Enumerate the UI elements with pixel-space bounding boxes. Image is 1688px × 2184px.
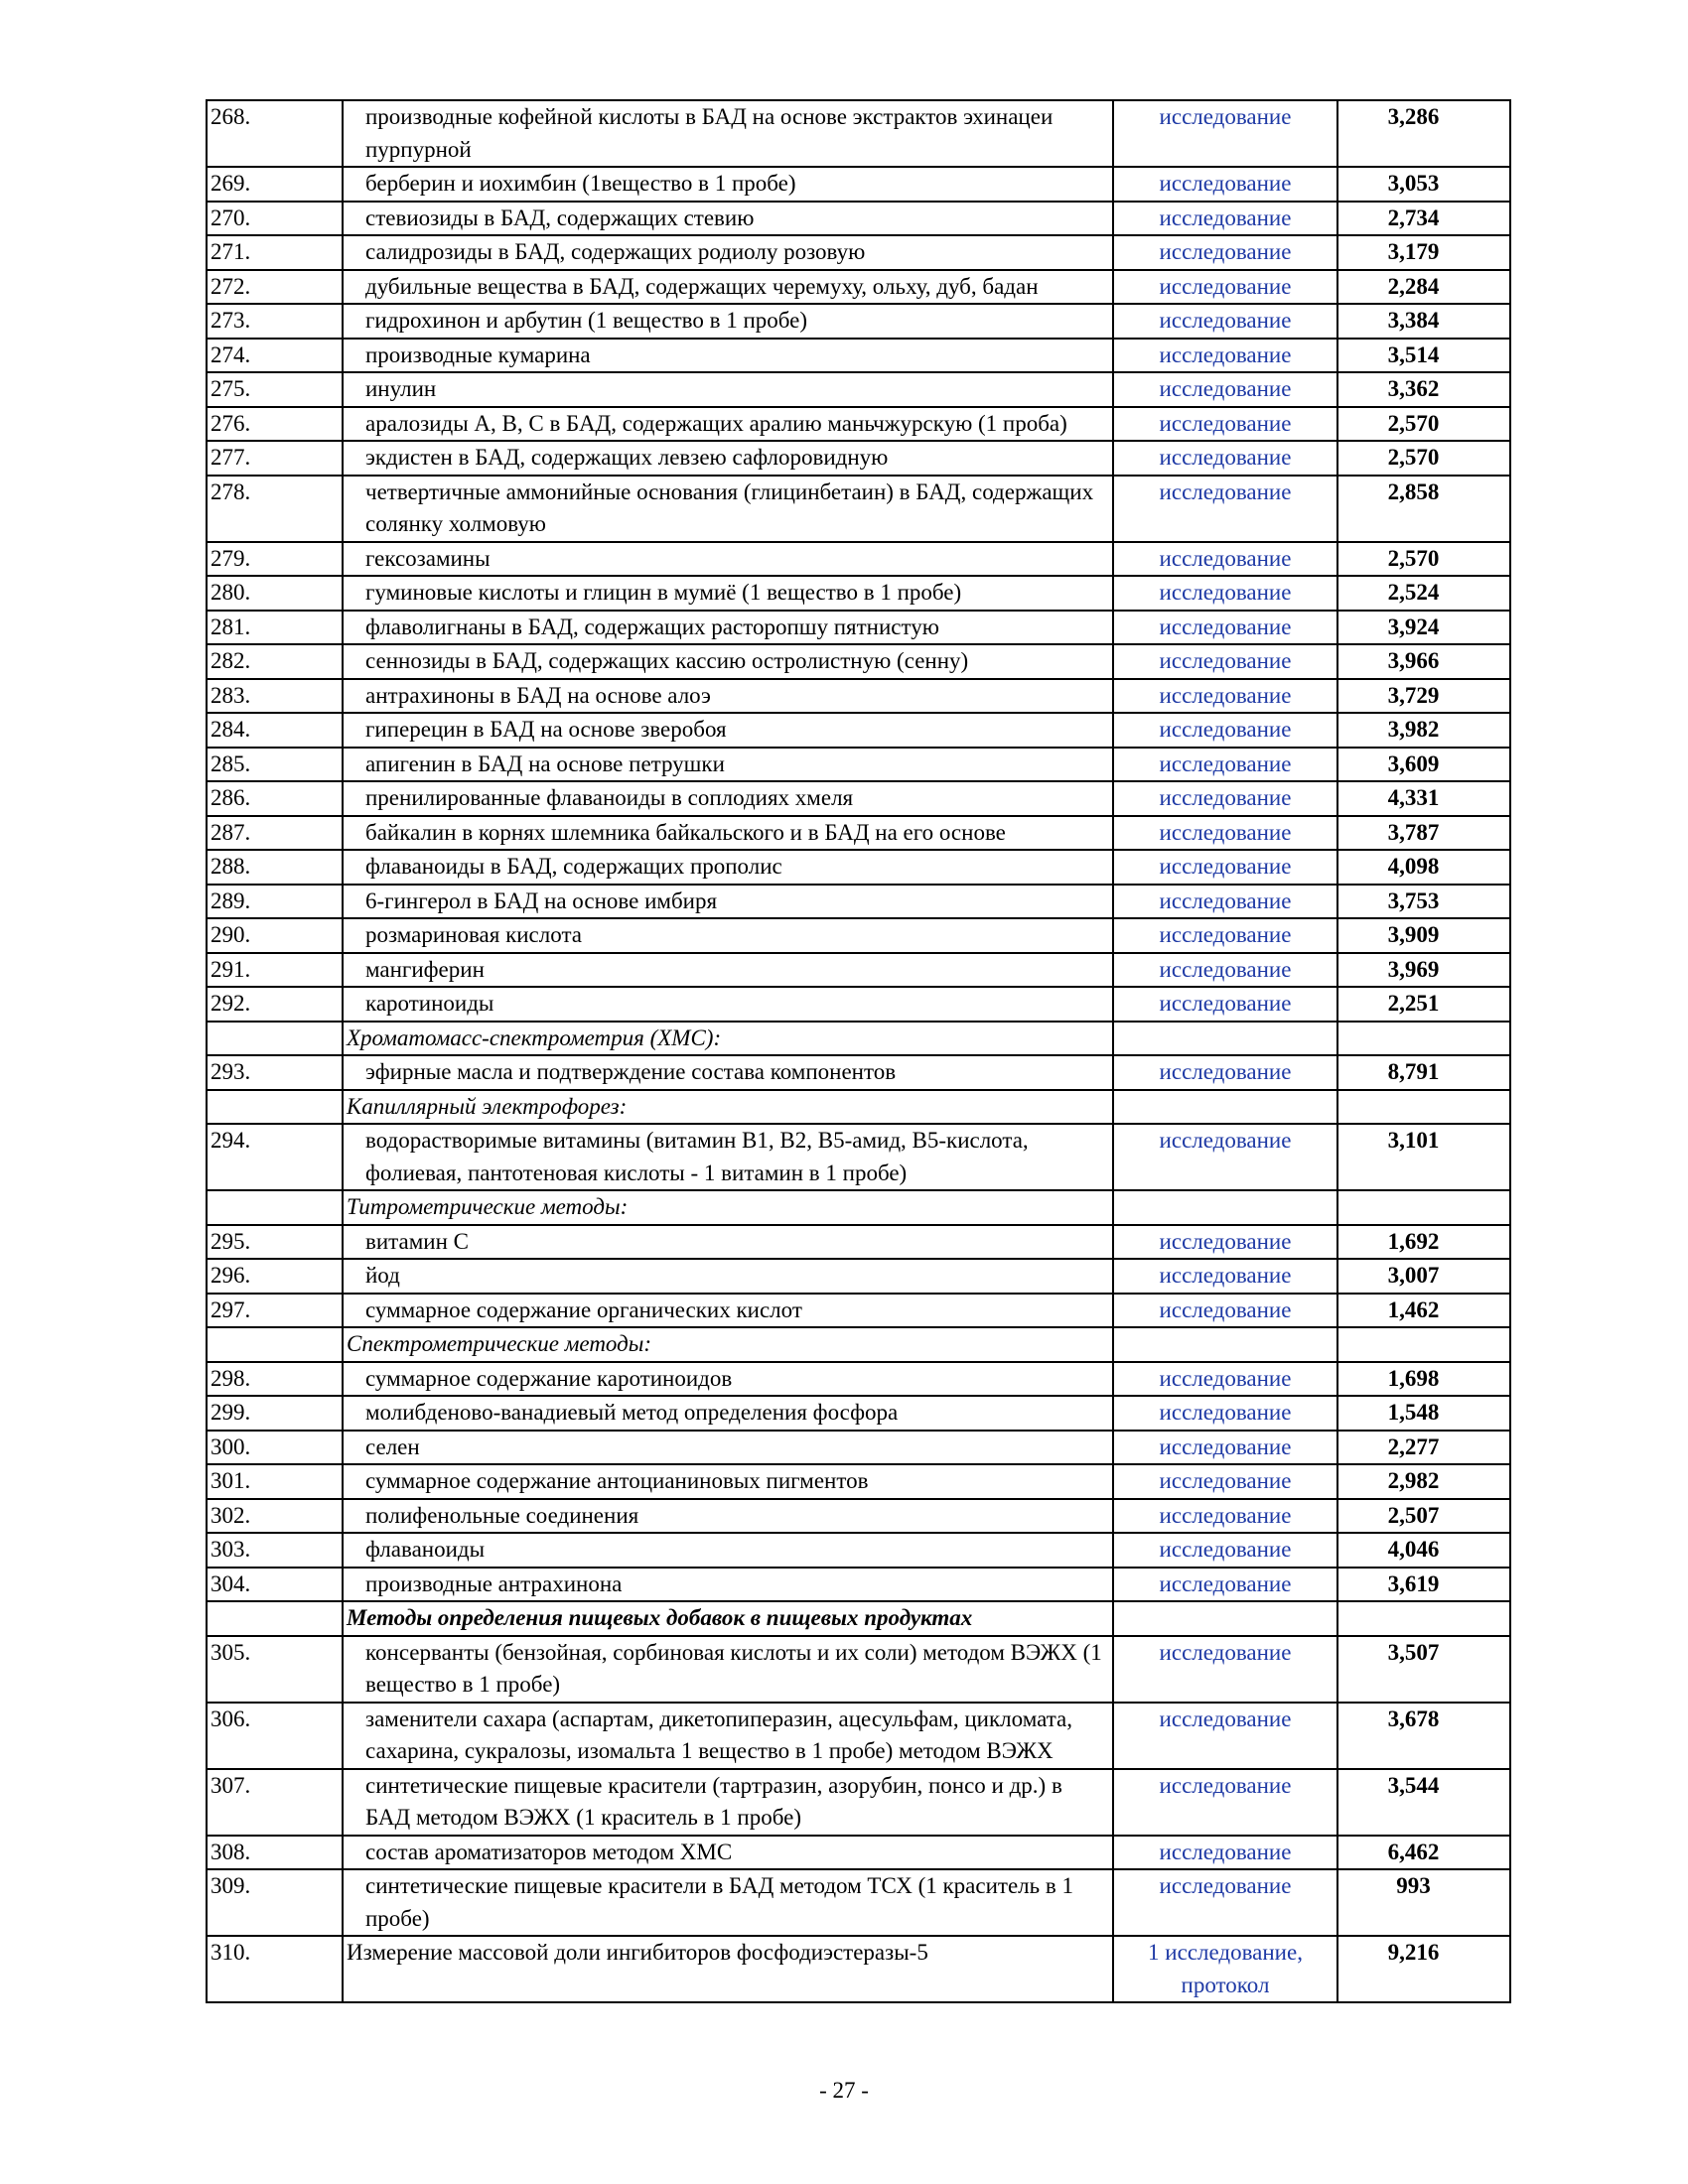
row-name: сеннозиды в БАД, содержащих кассию остролистную (сенну): [343, 644, 1113, 679]
row-unit: исследование: [1113, 270, 1337, 305]
row-number: 277.: [207, 441, 343, 476]
row-price: 3,678: [1337, 1703, 1510, 1769]
table-row: [207, 918, 1510, 953]
row-number: 300.: [207, 1431, 343, 1465]
row-name: витамин С: [343, 1225, 1113, 1260]
row-number: 268.: [207, 100, 343, 167]
row-name: суммарное содержание каротиноидов: [343, 1362, 1113, 1397]
row-number: 297.: [207, 1294, 343, 1328]
table-row: [207, 748, 1510, 782]
row-name: мангиферин: [343, 953, 1113, 988]
row-number: 308.: [207, 1836, 343, 1870]
table-row: [207, 1499, 1510, 1534]
row-name: берберин и иохимбин (1вещество в 1 пробе): [343, 167, 1113, 202]
row-unit: исследование: [1113, 372, 1337, 407]
row-name: экдистен в БАД, содержащих левзею сафлоровидную: [343, 441, 1113, 476]
table-row: [207, 850, 1510, 885]
row-name: гидрохинон и арбутин (1 вещество в 1 пробе): [343, 304, 1113, 339]
row-unit: исследование: [1113, 1636, 1337, 1703]
row-unit: исследование: [1113, 781, 1337, 816]
table-row: [207, 1124, 1510, 1190]
row-number: 287.: [207, 816, 343, 851]
row-number: 304.: [207, 1568, 343, 1602]
row-name: синтетические пищевые красители в БАД методом ТСХ (1 краситель в 1 пробе): [343, 1869, 1113, 1936]
row-name: салидрозиды в БАД, содержащих родиолу розовую: [343, 235, 1113, 270]
row-price: 3,729: [1337, 679, 1510, 714]
table-row: [207, 235, 1510, 270]
table-row: [207, 1769, 1510, 1836]
row-number: 310.: [207, 1936, 343, 2002]
row-unit: исследование: [1113, 1869, 1337, 1936]
row-number: 298.: [207, 1362, 343, 1397]
section-row: [207, 1601, 1510, 1636]
row-number: 294.: [207, 1124, 343, 1190]
row-price: 3,787: [1337, 816, 1510, 851]
row-price: 3,544: [1337, 1769, 1510, 1836]
row-price: 3,982: [1337, 713, 1510, 748]
row-unit: исследование: [1113, 476, 1337, 542]
row-name: байкалин в корнях шлемника байкальского и в БАД на его основе: [343, 816, 1113, 851]
row-price: 2,507: [1337, 1499, 1510, 1534]
row-unit: [1113, 1601, 1337, 1636]
row-price: [1337, 1190, 1510, 1225]
row-unit: [1113, 1022, 1337, 1056]
row-number: [207, 1022, 343, 1056]
row-price: 3,384: [1337, 304, 1510, 339]
row-name: производные кумарина: [343, 339, 1113, 373]
row-price: 3,179: [1337, 235, 1510, 270]
row-name: 6-гингерол в БАД на основе имбиря: [343, 885, 1113, 919]
row-price: 2,982: [1337, 1464, 1510, 1499]
row-unit: исследование: [1113, 644, 1337, 679]
row-unit: исследование: [1113, 576, 1337, 611]
row-number: [207, 1327, 343, 1362]
row-number: 284.: [207, 713, 343, 748]
table-row: [207, 270, 1510, 305]
table-row: [207, 885, 1510, 919]
row-number: 279.: [207, 542, 343, 577]
row-name: Измерение массовой доли ингибиторов фосфодиэстеразы-5: [343, 1936, 1113, 2002]
row-price: 3,609: [1337, 748, 1510, 782]
row-name: молибденово-ванадиевый метод определения фосфора: [343, 1396, 1113, 1431]
row-unit: исследование: [1113, 1533, 1337, 1568]
table-row: [207, 1636, 1510, 1703]
table-row: [207, 1464, 1510, 1499]
row-name: гиперецин в БАД на основе зверобоя: [343, 713, 1113, 748]
row-name: консерванты (бензойная, сорбиновая кислоты и их соли) методом ВЭЖХ (1 вещество в 1 пробе): [343, 1636, 1113, 1703]
row-name: полифенольные соединения: [343, 1499, 1113, 1534]
table-row: [207, 679, 1510, 714]
row-number: 299.: [207, 1396, 343, 1431]
row-number: 293.: [207, 1055, 343, 1090]
table-row: [207, 1431, 1510, 1465]
table-row: [207, 1225, 1510, 1260]
section-row: [207, 1327, 1510, 1362]
row-unit: исследование: [1113, 1362, 1337, 1397]
row-price: [1337, 1022, 1510, 1056]
row-number: 295.: [207, 1225, 343, 1260]
row-unit: исследование: [1113, 1499, 1337, 1534]
table-row: [207, 100, 1510, 167]
row-name: четвертичные аммонийные основания (глицинбетаин) в БАД, содержащих солянку холмовую: [343, 476, 1113, 542]
table-row: [207, 542, 1510, 577]
row-price: 4,046: [1337, 1533, 1510, 1568]
row-price: 1,692: [1337, 1225, 1510, 1260]
row-unit: исследование: [1113, 987, 1337, 1022]
row-unit: исследование: [1113, 816, 1337, 851]
row-price: 2,570: [1337, 542, 1510, 577]
row-unit: исследование: [1113, 339, 1337, 373]
row-unit: исследование: [1113, 1568, 1337, 1602]
row-name: флаваноиды в БАД, содержащих прополис: [343, 850, 1113, 885]
row-number: 306.: [207, 1703, 343, 1769]
row-price: 3,966: [1337, 644, 1510, 679]
table-row: [207, 953, 1510, 988]
section-row: [207, 1022, 1510, 1056]
row-unit: исследование: [1113, 304, 1337, 339]
row-price: 3,969: [1337, 953, 1510, 988]
row-number: 301.: [207, 1464, 343, 1499]
row-number: 305.: [207, 1636, 343, 1703]
row-price: [1337, 1601, 1510, 1636]
row-price: 993: [1337, 1869, 1510, 1936]
row-name: Титрометрические методы:: [343, 1190, 1113, 1225]
row-name: Методы определения пищевых добавок в пищевых продуктах: [343, 1601, 1113, 1636]
row-number: 291.: [207, 953, 343, 988]
row-price: [1337, 1327, 1510, 1362]
row-name: каротиноиды: [343, 987, 1113, 1022]
row-unit: исследование: [1113, 713, 1337, 748]
row-unit: [1113, 1190, 1337, 1225]
row-price: 3,101: [1337, 1124, 1510, 1190]
row-name: селен: [343, 1431, 1113, 1465]
table-row: [207, 987, 1510, 1022]
row-number: 286.: [207, 781, 343, 816]
row-unit: исследование: [1113, 1055, 1337, 1090]
row-unit: исследование: [1113, 1225, 1337, 1260]
price-table: [206, 99, 1511, 2003]
row-number: 275.: [207, 372, 343, 407]
table-row: [207, 1703, 1510, 1769]
table-row: [207, 816, 1510, 851]
table-row: [207, 1259, 1510, 1294]
row-number: 290.: [207, 918, 343, 953]
row-unit: [1113, 1090, 1337, 1125]
table-row: [207, 372, 1510, 407]
row-number: 272.: [207, 270, 343, 305]
row-number: 303.: [207, 1533, 343, 1568]
row-unit: исследование: [1113, 1124, 1337, 1190]
row-price: 3,053: [1337, 167, 1510, 202]
row-name: стевиозиды в БАД, содержащих стевию: [343, 202, 1113, 236]
row-unit: исследование: [1113, 407, 1337, 442]
table-row: [207, 441, 1510, 476]
row-unit: исследование: [1113, 1259, 1337, 1294]
row-name: суммарное содержание органических кислот: [343, 1294, 1113, 1328]
row-number: 292.: [207, 987, 343, 1022]
row-price: 3,753: [1337, 885, 1510, 919]
row-name: розмариновая кислота: [343, 918, 1113, 953]
row-number: [207, 1601, 343, 1636]
row-unit: исследование: [1113, 885, 1337, 919]
row-unit: исследование: [1113, 850, 1337, 885]
row-price: 2,284: [1337, 270, 1510, 305]
row-price: 4,098: [1337, 850, 1510, 885]
row-unit: исследование: [1113, 748, 1337, 782]
table-row: [207, 339, 1510, 373]
row-price: 2,570: [1337, 407, 1510, 442]
page-number: - 27 -: [819, 2078, 869, 2103]
table-row: [207, 713, 1510, 748]
row-price: 2,858: [1337, 476, 1510, 542]
row-unit: исследование: [1113, 100, 1337, 167]
row-name: суммарное содержание антоцианиновых пигментов: [343, 1464, 1113, 1499]
table-row: [207, 1869, 1510, 1936]
table-row: [207, 304, 1510, 339]
table-row: [207, 1362, 1510, 1397]
table-row: [207, 407, 1510, 442]
row-name: гуминовые кислоты и глицин в мумиё (1 вещество в 1 пробе): [343, 576, 1113, 611]
row-unit: исследование: [1113, 1294, 1337, 1328]
row-name: инулин: [343, 372, 1113, 407]
table-row: [207, 476, 1510, 542]
row-price: 8,791: [1337, 1055, 1510, 1090]
row-unit: исследование: [1113, 1703, 1337, 1769]
row-name: Капиллярный электрофорез:: [343, 1090, 1113, 1125]
table-row: [207, 202, 1510, 236]
row-number: 288.: [207, 850, 343, 885]
table-row: [207, 644, 1510, 679]
row-price: 2,734: [1337, 202, 1510, 236]
row-unit: исследование: [1113, 1769, 1337, 1836]
table-row: [207, 1936, 1510, 2002]
row-unit: 1 исследование, протокол: [1113, 1936, 1337, 2002]
row-name: аралозиды А, В, С в БАД, содержащих аралию маньчжурскую (1 проба): [343, 407, 1113, 442]
row-unit: исследование: [1113, 611, 1337, 645]
row-name: состав ароматизаторов методом ХМС: [343, 1836, 1113, 1870]
row-number: [207, 1190, 343, 1225]
row-name: водорастворимые витамины (витамин В1, В2, В5-амид, В5-кислота, фолиевая, пантотеновая кислоты - 1 витамин в 1 пробе): [343, 1124, 1113, 1190]
row-name: дубильные вещества в БАД, содержащих черемуху, ольху, дуб, бадан: [343, 270, 1113, 305]
row-number: 281.: [207, 611, 343, 645]
row-number: 309.: [207, 1869, 343, 1936]
row-name: эфирные масла и подтверждение состава компонентов: [343, 1055, 1113, 1090]
row-name: производные кофейной кислоты в БАД на основе экстрактов эхинацеи пурпурной: [343, 100, 1113, 167]
row-number: 307.: [207, 1769, 343, 1836]
row-unit: [1113, 1327, 1337, 1362]
row-number: 274.: [207, 339, 343, 373]
table-row: [207, 1055, 1510, 1090]
row-number: 302.: [207, 1499, 343, 1534]
row-price: 3,007: [1337, 1259, 1510, 1294]
row-number: 283.: [207, 679, 343, 714]
row-name: Спектрометрические методы:: [343, 1327, 1113, 1362]
row-name: йод: [343, 1259, 1113, 1294]
row-unit: исследование: [1113, 679, 1337, 714]
row-unit: исследование: [1113, 441, 1337, 476]
row-name: флаволигнаны в БАД, содержащих расторопшу пятнистую: [343, 611, 1113, 645]
table-row: [207, 1294, 1510, 1328]
row-name: пренилированные флаваноиды в соплодиях хмеля: [343, 781, 1113, 816]
row-unit: исследование: [1113, 167, 1337, 202]
table-row: [207, 167, 1510, 202]
row-price: 3,514: [1337, 339, 1510, 373]
row-price: 3,619: [1337, 1568, 1510, 1602]
row-number: 285.: [207, 748, 343, 782]
row-price: [1337, 1090, 1510, 1125]
row-number: 269.: [207, 167, 343, 202]
table-row: [207, 1568, 1510, 1602]
table-row: [207, 1533, 1510, 1568]
row-number: [207, 1090, 343, 1125]
table-row: [207, 781, 1510, 816]
row-name: синтетические пищевые красители (тартразин, азорубин, понсо и др.) в БАД методом ВЭЖХ (1 краситель в 1 пробе): [343, 1769, 1113, 1836]
row-unit: исследование: [1113, 202, 1337, 236]
row-price: 6,462: [1337, 1836, 1510, 1870]
row-unit: исследование: [1113, 1396, 1337, 1431]
row-name: апигенин в БАД на основе петрушки: [343, 748, 1113, 782]
row-name: производные антрахинона: [343, 1568, 1113, 1602]
row-name: антрахиноны в БАД на основе алоэ: [343, 679, 1113, 714]
row-unit: исследование: [1113, 1836, 1337, 1870]
row-price: 3,507: [1337, 1636, 1510, 1703]
row-unit: исследование: [1113, 542, 1337, 577]
row-price: 1,698: [1337, 1362, 1510, 1397]
row-number: 276.: [207, 407, 343, 442]
row-name: флаваноиды: [343, 1533, 1113, 1568]
row-price: 4,331: [1337, 781, 1510, 816]
price-table-body: [207, 100, 1510, 2002]
row-price: 2,277: [1337, 1431, 1510, 1465]
section-row: [207, 1090, 1510, 1125]
row-unit: исследование: [1113, 953, 1337, 988]
table-row: [207, 1836, 1510, 1870]
row-price: 9,216: [1337, 1936, 1510, 2002]
row-number: 289.: [207, 885, 343, 919]
row-number: 271.: [207, 235, 343, 270]
row-number: 273.: [207, 304, 343, 339]
row-price: 2,524: [1337, 576, 1510, 611]
row-number: 282.: [207, 644, 343, 679]
row-price: 3,286: [1337, 100, 1510, 167]
row-price: 1,462: [1337, 1294, 1510, 1328]
row-price: 3,362: [1337, 372, 1510, 407]
table-row: [207, 611, 1510, 645]
row-price: 3,909: [1337, 918, 1510, 953]
row-price: 1,548: [1337, 1396, 1510, 1431]
row-name: гексозамины: [343, 542, 1113, 577]
table-row: [207, 1396, 1510, 1431]
row-price: 2,570: [1337, 441, 1510, 476]
section-row: [207, 1190, 1510, 1225]
row-number: 280.: [207, 576, 343, 611]
row-unit: исследование: [1113, 1431, 1337, 1465]
row-name: заменители сахара (аспартам, дикетопиперазин, ацесульфам, цикломата, сахарина, сукралозы, изомальта 1 вещество в 1 пробе) методом ВЭЖХ: [343, 1703, 1113, 1769]
row-unit: исследование: [1113, 235, 1337, 270]
row-number: 278.: [207, 476, 343, 542]
row-unit: исследование: [1113, 918, 1337, 953]
row-number: 296.: [207, 1259, 343, 1294]
row-price: 3,924: [1337, 611, 1510, 645]
row-name: Хроматомасс-спектрометрия (ХМС):: [343, 1022, 1113, 1056]
row-number: 270.: [207, 202, 343, 236]
row-unit: исследование: [1113, 1464, 1337, 1499]
table-row: [207, 576, 1510, 611]
row-price: 2,251: [1337, 987, 1510, 1022]
